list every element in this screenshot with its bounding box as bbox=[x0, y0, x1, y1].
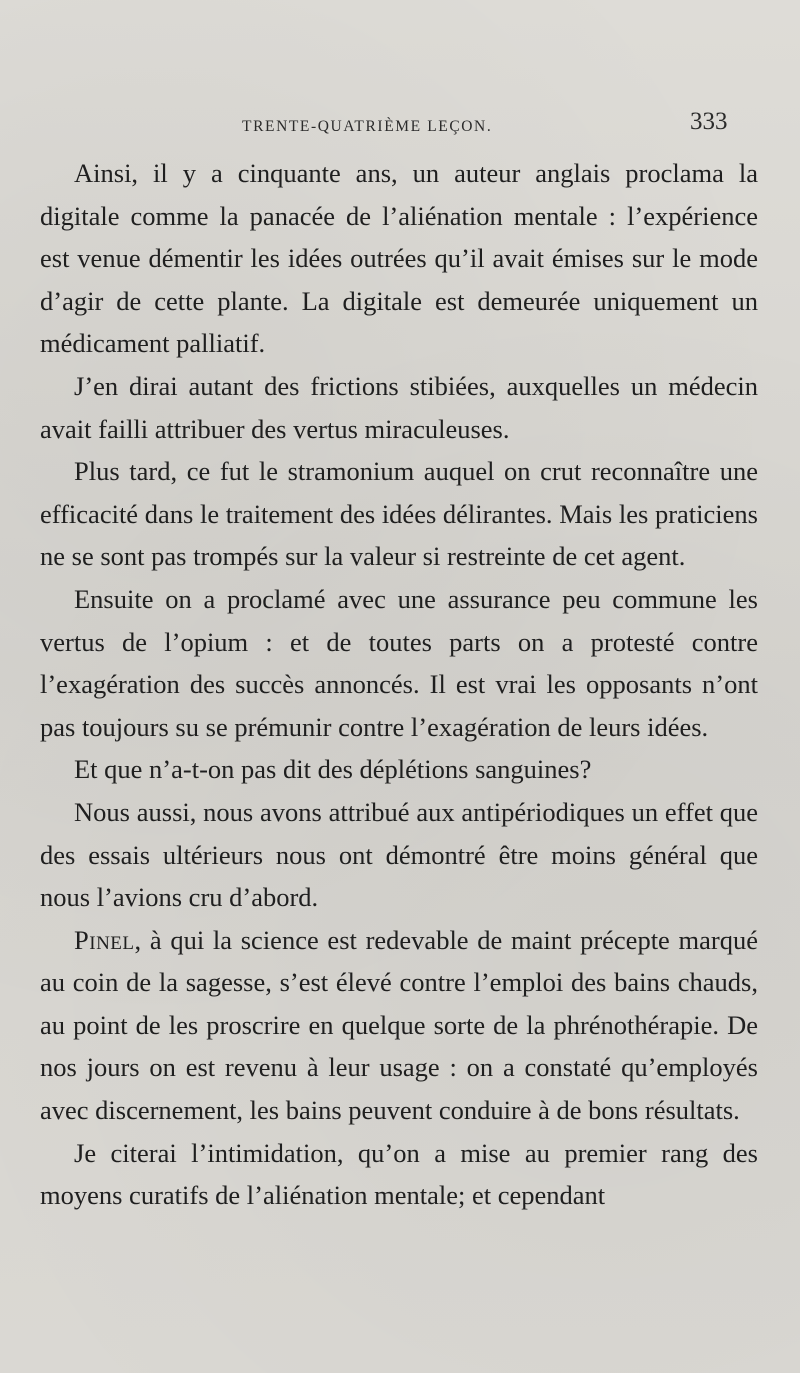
paragraph-7 bbox=[40, 919, 758, 1132]
paragraph-text: Et que n’a-t-on pas dit des déplétions sanguines? bbox=[74, 754, 592, 785]
paragraph-5 bbox=[40, 748, 758, 791]
running-title: TRENTE-QUATRIÈME LEÇON. bbox=[242, 118, 493, 135]
page-number: 333 bbox=[690, 108, 728, 135]
paragraph-3 bbox=[40, 450, 758, 578]
paragraph-2 bbox=[40, 365, 758, 450]
paragraph-4 bbox=[40, 578, 758, 748]
paragraph-6 bbox=[40, 791, 758, 919]
body-text bbox=[40, 152, 758, 1217]
paragraph-text: Ainsi, il y a cinquante ans, un auteur anglais proclama la digitale comme la panacée de l’aliénation mentale : l’expérience est venue démentir les idées outrées qu’il avait émises sur le mode d’agir de cette plante. La digitale est demeurée uniquement un médicament palliatif. bbox=[40, 158, 758, 359]
author-name: Pinel bbox=[74, 924, 135, 955]
paragraph-8 bbox=[40, 1132, 758, 1217]
paragraph-text: Ensuite on a proclamé avec une assurance peu commune les vertus de l’opium : et de toutes parts on a protesté contre l’exagération des succès annoncés. Il est vrai les opposants n’ont pas toujours su se prémunir contre l’exagération de leurs idées. bbox=[40, 583, 758, 742]
paragraph-text: Nous aussi, nous avons attribué aux antipériodiques un effet que des essais ultérieurs nous ont démontré être moins général que nous l’avions cru d’abord. bbox=[40, 796, 758, 913]
paragraph-1 bbox=[40, 152, 758, 365]
paragraph-text: J’en dirai autant des frictions stibiées, auxquelles un médecin avait failli attribuer des vertus miraculeuses. bbox=[40, 370, 758, 444]
paragraph-text: , à qui la science est redevable de maint précepte marqué au coin de la sagesse, s’est élevé contre l’emploi des bains chauds, au point de les proscrire en quelque sorte de la phrénothérapie. De nos jours on est revenu à leur usage : on a constaté qu’employés avec discernement, les bains peuvent conduire à de bons résultats. bbox=[40, 924, 758, 1126]
page-header bbox=[0, 108, 800, 148]
paragraph-text: Plus tard, ce fut le stramonium auquel on crut reconnaître une efficacité dans le traitement des idées délirantes. Mais les praticiens ne se sont pas trompés sur la valeur si restreinte de cet agent. bbox=[40, 456, 758, 572]
paragraph-text: Je citerai l’intimidation, qu’on a mise au premier rang des moyens curatifs de l’aliénation mentale; et cependant bbox=[40, 1137, 758, 1211]
